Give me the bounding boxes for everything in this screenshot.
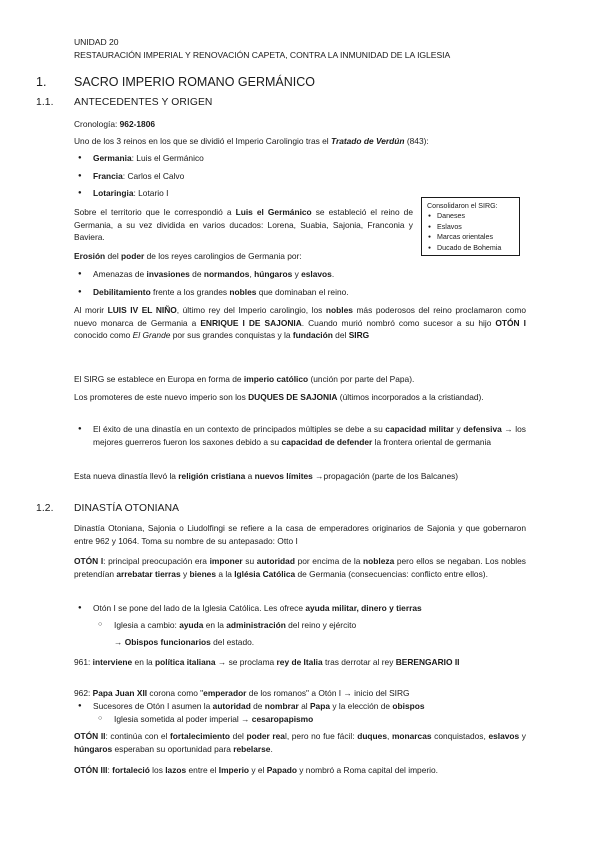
consolidation-box <box>421 197 520 256</box>
year-961-paragraph: 961: interviene en la política italiana → se proclama rey de Italia tras derrotar al rey BERENGARIO II <box>74 657 460 667</box>
unit-label: UNIDAD 20 <box>74 37 119 47</box>
list-item: ○ Iglesia sometida al poder imperial → cesaropapismo <box>94 713 524 726</box>
section-1-2-number: 1.2. <box>36 503 54 514</box>
section-1-title: SACRO IMPERIO ROMANO GERMÁNICO <box>74 75 315 89</box>
list-item: ● Sucesores de Otón I asumen la autoridad de nombrar al Papa y la elección de obispos <box>74 700 526 713</box>
box-title: Consolidaron el SIRG: <box>427 202 498 210</box>
bishops-line: → Obispos funcionarios del estado. <box>114 637 255 647</box>
section-1-2-title: DINASTÍA OTONIANA <box>74 503 180 514</box>
oton-i-list <box>74 602 526 615</box>
dynasty-paragraph: Esta nueva dinastía llevó la religión cristiana a nuevos límites →propagación (parte de los Balcanes) <box>74 471 459 481</box>
section-1-number: 1. <box>36 75 47 89</box>
section-1-1-title: ANTECEDENTES Y ORIGEN <box>74 97 213 108</box>
section-1-1-number: 1.1. <box>36 97 54 108</box>
sirg-paragraph: El SIRG se establece en Europa en forma de imperio católico (unción por parte del Papa). <box>74 374 415 384</box>
list-item: ● Marcas orientales <box>427 232 514 242</box>
list-item: ● Debilitamiento frente a los grandes nobles que dominaban el reino. <box>74 286 524 299</box>
list-item: ○ Iglesia a cambio: ayuda en la administración del reino y ejército <box>94 619 524 632</box>
chronology: Cronología: 962-1806 <box>74 119 156 129</box>
list-item: ● Francia: Carlos el Calvo <box>74 170 414 183</box>
successors-list <box>74 700 526 713</box>
list-item: ● Amenazas de invasiones de normandos, húngaros y eslavos. <box>74 268 524 281</box>
territory-paragraph: Sobre el territorio que le correspondió a Luis el Germánico se estableció el reino de Germania, a su vez dividida en varios ducados: Lorena, Suabia, Sajonia, Franconia y Baviera. <box>74 207 413 243</box>
list-item: ● Germania: Luis el Germánico <box>74 152 414 165</box>
oton-ii-paragraph: OTÓN II: continúa con el fortalecimiento del poder real, pero no fue fácil: duques, monarcas conquistados, eslavos y húngaros esperaban su oportunidad para rebelarse. <box>74 731 526 754</box>
list-item: ● Lotaringia: Lotario I <box>74 187 414 200</box>
luis-paragraph: Al morir LUIS IV EL NIÑO, último rey del Imperio carolingio, los nobles más poderosos del reino proclamaron como nuevo monarca de Germania a ENRIQUE I DE SAJONIA. Cuando murió nombró como sucesor a su hijo OTÓN I conocido como El Grande por sus grandes conquistas y la fundación del SIRG <box>74 305 526 341</box>
list-item: ● El éxito de una dinastía en un contexto de principados múltiples se debe a su capacidad militar y defensiva → los mejores guerreros fueron los saxones debido a su capacidad de defender la frontera oriental de germania <box>74 423 526 448</box>
kingdoms-list <box>74 152 414 200</box>
erosion-list <box>74 268 524 298</box>
list-item: ● Ducado de Bohemia <box>427 243 514 253</box>
success-list <box>74 423 526 448</box>
oton-i-paragraph: OTÓN I: principal preocupación era imponer su autoridad por encima de la nobleza pero ellos se negaban. Los nobles pretendían arrebatar tierras y bienes a la Iglésia Católica de Germania (consecuencias: conflicto entre ellos). <box>74 556 526 579</box>
intro-paragraph: Uno de los 3 reinos en los que se dividió el Imperio Carolingio tras el Tratado de Verdún (843): <box>74 136 429 146</box>
list-item: ● Daneses <box>427 211 514 221</box>
successors-sublist <box>94 713 524 726</box>
otonian-intro: Dinastía Otoniana, Sajonia o Liudolfingi se refiere a la casa de emperadores originarios de Sajonia y que gobernaron entre 962 y 1064. Toma su nombre de su antepasado: Otto I <box>74 523 526 546</box>
oton-iii-paragraph: OTÓN III: fortaleció los lazos entre el Imperio y el Papado y nombró a Roma capital del imperio. <box>74 765 439 775</box>
promoters-paragraph: Los promoteres de este nuevo imperio son los DUQUES DE SAJONIA (últimos incorporados a la cristiandad). <box>74 392 484 402</box>
year-962-paragraph: 962: Papa Juan XII corona como "emperador de los romanos" a Otón I → inicio del SIRG <box>74 688 410 698</box>
oton-i-sublist <box>94 619 524 632</box>
unit-subtitle: RESTAURACIÓN IMPERIAL Y RENOVACIÓN CAPETA, CONTRA LA INMUNIDAD DE LA IGLESIA <box>74 50 451 60</box>
list-item: ● Eslavos <box>427 222 514 232</box>
list-item: ● Otón I se pone del lado de la Iglesia Católica. Les ofrece ayuda militar, dinero y tierras <box>74 602 526 615</box>
erosion-paragraph: Erosión del poder de los reyes carolingios de Germania por: <box>74 251 302 261</box>
